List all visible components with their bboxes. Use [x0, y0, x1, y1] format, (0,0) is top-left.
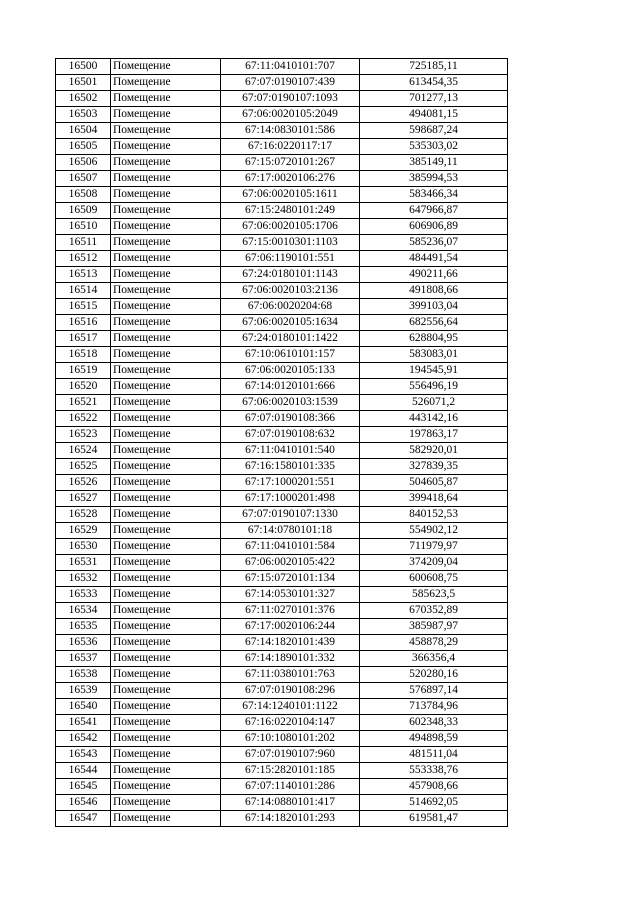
- cadastral-value-cell: 553338,76: [360, 763, 508, 779]
- cadastral-number-cell: 67:11:0410101:707: [221, 59, 360, 75]
- object-type-cell: Помещение: [111, 715, 221, 731]
- object-type-cell: Помещение: [111, 155, 221, 171]
- table-row: [56, 75, 508, 91]
- object-type-cell: Помещение: [111, 747, 221, 763]
- row-number-cell: 16547: [56, 811, 111, 827]
- row-number-cell: 16519: [56, 363, 111, 379]
- cadastral-value-cell: 443142,16: [360, 411, 508, 427]
- cadastral-number-cell: 67:06:1190101:551: [221, 251, 360, 267]
- object-type-cell: Помещение: [111, 395, 221, 411]
- cadastral-value-cell: 647966,87: [360, 203, 508, 219]
- cadastral-value-cell: 366356,4: [360, 651, 508, 667]
- cadastral-number-cell: 67:06:0020204:68: [221, 299, 360, 315]
- object-type-cell: Помещение: [111, 91, 221, 107]
- cadastral-value-cell: 585623,5: [360, 587, 508, 603]
- object-type-cell: Помещение: [111, 587, 221, 603]
- table-row: [56, 155, 508, 171]
- table-row: [56, 235, 508, 251]
- table-row: [56, 779, 508, 795]
- cadastral-number-cell: 67:10:1080101:202: [221, 731, 360, 747]
- table-row: [56, 139, 508, 155]
- cadastral-number-cell: 67:06:0020105:1634: [221, 315, 360, 331]
- cadastral-number-cell: 67:11:0270101:376: [221, 603, 360, 619]
- table-row: [56, 251, 508, 267]
- cadastral-value-cell: 606906,89: [360, 219, 508, 235]
- cadastral-value-cell: 583083,01: [360, 347, 508, 363]
- row-number-cell: 16528: [56, 507, 111, 523]
- table-row: [56, 523, 508, 539]
- table-row: [56, 619, 508, 635]
- row-number-cell: 16505: [56, 139, 111, 155]
- cadastral-number-cell: 67:15:0720101:267: [221, 155, 360, 171]
- row-number-cell: 16514: [56, 283, 111, 299]
- row-number-cell: 16500: [56, 59, 111, 75]
- table-row: [56, 539, 508, 555]
- object-type-cell: Помещение: [111, 411, 221, 427]
- object-type-cell: Помещение: [111, 443, 221, 459]
- row-number-cell: 16502: [56, 91, 111, 107]
- row-number-cell: 16518: [56, 347, 111, 363]
- cadastral-value-cell: 628804,95: [360, 331, 508, 347]
- row-number-cell: 16529: [56, 523, 111, 539]
- row-number-cell: 16526: [56, 475, 111, 491]
- cadastral-number-cell: 67:14:1240101:1122: [221, 699, 360, 715]
- table-row: [56, 651, 508, 667]
- object-type-cell: Помещение: [111, 603, 221, 619]
- table-row: [56, 443, 508, 459]
- table-row: [56, 363, 508, 379]
- cadastral-number-cell: 67:11:0410101:540: [221, 443, 360, 459]
- object-type-cell: Помещение: [111, 267, 221, 283]
- object-type-cell: Помещение: [111, 315, 221, 331]
- row-number-cell: 16521: [56, 395, 111, 411]
- object-type-cell: Помещение: [111, 699, 221, 715]
- table-row: [56, 699, 508, 715]
- cadastral-value-cell: 840152,53: [360, 507, 508, 523]
- object-type-cell: Помещение: [111, 779, 221, 795]
- cadastral-value-cell: 670352,89: [360, 603, 508, 619]
- cadastral-value-cell: 458878,29: [360, 635, 508, 651]
- row-number-cell: 16522: [56, 411, 111, 427]
- cadastral-number-cell: 67:14:0880101:417: [221, 795, 360, 811]
- cadastral-value-cell: 711979,97: [360, 539, 508, 555]
- cadastral-number-cell: 67:14:0780101:18: [221, 523, 360, 539]
- cadastral-value-cell: 682556,64: [360, 315, 508, 331]
- row-number-cell: 16517: [56, 331, 111, 347]
- cadastral-value-cell: 481511,04: [360, 747, 508, 763]
- table-row: [56, 603, 508, 619]
- object-type-cell: Помещение: [111, 219, 221, 235]
- cadastral-value-cell: 494898,59: [360, 731, 508, 747]
- row-number-cell: 16534: [56, 603, 111, 619]
- cadastral-value-cell: 576897,14: [360, 683, 508, 699]
- object-type-cell: Помещение: [111, 427, 221, 443]
- cadastral-value-cell: 583466,34: [360, 187, 508, 203]
- cadastral-value-cell: 713784,96: [360, 699, 508, 715]
- table-row: [56, 299, 508, 315]
- table-row: [56, 731, 508, 747]
- cadastral-value-cell: 585236,07: [360, 235, 508, 251]
- cadastral-value-cell: 385149,11: [360, 155, 508, 171]
- row-number-cell: 16501: [56, 75, 111, 91]
- cadastral-number-cell: 67:24:0180101:1143: [221, 267, 360, 283]
- object-type-cell: Помещение: [111, 507, 221, 523]
- cadastral-value-cell: 197863,17: [360, 427, 508, 443]
- row-number-cell: 16527: [56, 491, 111, 507]
- cadastral-value-cell: 701277,13: [360, 91, 508, 107]
- object-type-cell: Помещение: [111, 683, 221, 699]
- table-row: [56, 395, 508, 411]
- cadastral-number-cell: 67:17:0020106:244: [221, 619, 360, 635]
- row-number-cell: 16545: [56, 779, 111, 795]
- row-number-cell: 16537: [56, 651, 111, 667]
- row-number-cell: 16508: [56, 187, 111, 203]
- cadastral-value-cell: 602348,33: [360, 715, 508, 731]
- cadastral-value-cell: 494081,15: [360, 107, 508, 123]
- object-type-cell: Помещение: [111, 347, 221, 363]
- table-row: [56, 683, 508, 699]
- cadastral-number-cell: 67:06:0020105:1706: [221, 219, 360, 235]
- table-row: [56, 315, 508, 331]
- table-row: [56, 91, 508, 107]
- row-number-cell: 16540: [56, 699, 111, 715]
- cadastral-number-cell: 67:14:0830101:586: [221, 123, 360, 139]
- row-number-cell: 16515: [56, 299, 111, 315]
- object-type-cell: Помещение: [111, 235, 221, 251]
- cadastral-number-cell: 67:07:0190107:1093: [221, 91, 360, 107]
- cadastral-value-cell: 520280,16: [360, 667, 508, 683]
- cadastral-value-cell: 374209,04: [360, 555, 508, 571]
- cadastral-number-cell: 67:07:0190108:296: [221, 683, 360, 699]
- table-row: [56, 203, 508, 219]
- cadastral-value-cell: 491808,66: [360, 283, 508, 299]
- object-type-cell: Помещение: [111, 283, 221, 299]
- row-number-cell: 16546: [56, 795, 111, 811]
- table-row: [56, 475, 508, 491]
- object-type-cell: Помещение: [111, 187, 221, 203]
- row-number-cell: 16525: [56, 459, 111, 475]
- cadastral-number-cell: 67:07:0190108:632: [221, 427, 360, 443]
- object-type-cell: Помещение: [111, 107, 221, 123]
- table-row: [56, 379, 508, 395]
- cadastral-number-cell: 67:06:0020105:422: [221, 555, 360, 571]
- table-row: [56, 187, 508, 203]
- row-number-cell: 16524: [56, 443, 111, 459]
- row-number-cell: 16544: [56, 763, 111, 779]
- row-number-cell: 16510: [56, 219, 111, 235]
- cadastral-number-cell: 67:07:0190107:1330: [221, 507, 360, 523]
- cadastral-value-cell: 556496,19: [360, 379, 508, 395]
- cadastral-number-cell: 67:16:0220117:17: [221, 139, 360, 155]
- cadastral-value-cell: 504605,87: [360, 475, 508, 491]
- cadastral-value-cell: 385987,97: [360, 619, 508, 635]
- cadastral-number-cell: 67:17:1000201:498: [221, 491, 360, 507]
- object-type-cell: Помещение: [111, 59, 221, 75]
- row-number-cell: 16535: [56, 619, 111, 635]
- cadastral-number-cell: 67:07:0190107:960: [221, 747, 360, 763]
- table-row: [56, 571, 508, 587]
- cadastral-value-cell: 514692,05: [360, 795, 508, 811]
- cadastral-number-cell: 67:06:0020103:1539: [221, 395, 360, 411]
- cadastral-number-cell: 67:17:0020106:276: [221, 171, 360, 187]
- cadastral-value-cell: 600608,75: [360, 571, 508, 587]
- object-type-cell: Помещение: [111, 475, 221, 491]
- table-row: [56, 219, 508, 235]
- table-row: [56, 491, 508, 507]
- cadastral-value-cell: 582920,01: [360, 443, 508, 459]
- cadastral-value-table: [55, 58, 508, 827]
- row-number-cell: 16509: [56, 203, 111, 219]
- object-type-cell: Помещение: [111, 539, 221, 555]
- cadastral-value-cell: 725185,11: [360, 59, 508, 75]
- cadastral-number-cell: 67:06:0020103:2136: [221, 283, 360, 299]
- row-number-cell: 16513: [56, 267, 111, 283]
- table-row: [56, 123, 508, 139]
- table-row: [56, 107, 508, 123]
- object-type-cell: Помещение: [111, 811, 221, 827]
- cadastral-number-cell: 67:15:0720101:134: [221, 571, 360, 587]
- table-row: [56, 555, 508, 571]
- cadastral-value-cell: 194545,91: [360, 363, 508, 379]
- cadastral-number-cell: 67:07:0190107:439: [221, 75, 360, 91]
- row-number-cell: 16541: [56, 715, 111, 731]
- row-number-cell: 16533: [56, 587, 111, 603]
- cadastral-number-cell: 67:06:0020105:133: [221, 363, 360, 379]
- cadastral-value-cell: 399103,04: [360, 299, 508, 315]
- object-type-cell: Помещение: [111, 123, 221, 139]
- cadastral-number-cell: 67:15:2480101:249: [221, 203, 360, 219]
- object-type-cell: Помещение: [111, 763, 221, 779]
- cadastral-number-cell: 67:11:0380101:763: [221, 667, 360, 683]
- cadastral-value-cell: 457908,66: [360, 779, 508, 795]
- cadastral-value-cell: 484491,54: [360, 251, 508, 267]
- object-type-cell: Помещение: [111, 299, 221, 315]
- object-type-cell: Помещение: [111, 619, 221, 635]
- table-row: [56, 667, 508, 683]
- cadastral-number-cell: 67:11:0410101:584: [221, 539, 360, 555]
- row-number-cell: 16523: [56, 427, 111, 443]
- cadastral-number-cell: 67:16:0220104:147: [221, 715, 360, 731]
- cadastral-value-cell: 613454,35: [360, 75, 508, 91]
- object-type-cell: Помещение: [111, 171, 221, 187]
- object-type-cell: Помещение: [111, 523, 221, 539]
- cadastral-number-cell: 67:14:1890101:332: [221, 651, 360, 667]
- object-type-cell: Помещение: [111, 203, 221, 219]
- cadastral-number-cell: 67:14:0120101:666: [221, 379, 360, 395]
- object-type-cell: Помещение: [111, 795, 221, 811]
- cadastral-number-cell: 67:14:1820101:293: [221, 811, 360, 827]
- object-type-cell: Помещение: [111, 571, 221, 587]
- table-row: [56, 59, 508, 75]
- cadastral-number-cell: 67:15:0010301:1103: [221, 235, 360, 251]
- table-row: [56, 427, 508, 443]
- table-row: [56, 411, 508, 427]
- row-number-cell: 16538: [56, 667, 111, 683]
- object-type-cell: Помещение: [111, 459, 221, 475]
- table-row: [56, 763, 508, 779]
- table-row: [56, 587, 508, 603]
- cadastral-value-cell: 327839,35: [360, 459, 508, 475]
- row-number-cell: 16542: [56, 731, 111, 747]
- cadastral-number-cell: 67:06:0020105:2049: [221, 107, 360, 123]
- cadastral-value-cell: 490211,66: [360, 267, 508, 283]
- table-row: [56, 171, 508, 187]
- row-number-cell: 16511: [56, 235, 111, 251]
- object-type-cell: Помещение: [111, 139, 221, 155]
- table-row: [56, 267, 508, 283]
- cadastral-number-cell: 67:07:1140101:286: [221, 779, 360, 795]
- table-row: [56, 811, 508, 827]
- cadastral-number-cell: 67:16:1580101:335: [221, 459, 360, 475]
- table-row: [56, 331, 508, 347]
- object-type-cell: Помещение: [111, 555, 221, 571]
- table-row: [56, 459, 508, 475]
- table-row: [56, 347, 508, 363]
- row-number-cell: 16520: [56, 379, 111, 395]
- row-number-cell: 16532: [56, 571, 111, 587]
- cadastral-value-cell: 554902,12: [360, 523, 508, 539]
- row-number-cell: 16503: [56, 107, 111, 123]
- cadastral-number-cell: 67:17:1000201:551: [221, 475, 360, 491]
- row-number-cell: 16507: [56, 171, 111, 187]
- cadastral-number-cell: 67:14:0530101:327: [221, 587, 360, 603]
- object-type-cell: Помещение: [111, 75, 221, 91]
- table-row: [56, 747, 508, 763]
- cadastral-number-cell: 67:06:0020105:1611: [221, 187, 360, 203]
- row-number-cell: 16512: [56, 251, 111, 267]
- cadastral-value-cell: 535303,02: [360, 139, 508, 155]
- table-row: [56, 283, 508, 299]
- table-body: [56, 59, 508, 827]
- table-row: [56, 635, 508, 651]
- cadastral-value-cell: 385994,53: [360, 171, 508, 187]
- cadastral-number-cell: 67:15:2820101:185: [221, 763, 360, 779]
- object-type-cell: Помещение: [111, 651, 221, 667]
- object-type-cell: Помещение: [111, 251, 221, 267]
- object-type-cell: Помещение: [111, 731, 221, 747]
- object-type-cell: Помещение: [111, 667, 221, 683]
- row-number-cell: 16531: [56, 555, 111, 571]
- row-number-cell: 16530: [56, 539, 111, 555]
- table-row: [56, 715, 508, 731]
- row-number-cell: 16539: [56, 683, 111, 699]
- row-number-cell: 16536: [56, 635, 111, 651]
- row-number-cell: 16504: [56, 123, 111, 139]
- cadastral-number-cell: 67:10:0610101:157: [221, 347, 360, 363]
- row-number-cell: 16516: [56, 315, 111, 331]
- cadastral-value-cell: 619581,47: [360, 811, 508, 827]
- cadastral-number-cell: 67:07:0190108:366: [221, 411, 360, 427]
- cadastral-number-cell: 67:24:0180101:1422: [221, 331, 360, 347]
- row-number-cell: 16543: [56, 747, 111, 763]
- cadastral-number-cell: 67:14:1820101:439: [221, 635, 360, 651]
- object-type-cell: Помещение: [111, 363, 221, 379]
- cadastral-value-cell: 399418,64: [360, 491, 508, 507]
- object-type-cell: Помещение: [111, 491, 221, 507]
- row-number-cell: 16506: [56, 155, 111, 171]
- object-type-cell: Помещение: [111, 379, 221, 395]
- cadastral-value-cell: 598687,24: [360, 123, 508, 139]
- object-type-cell: Помещение: [111, 331, 221, 347]
- table-row: [56, 795, 508, 811]
- cadastral-value-cell: 526071,2: [360, 395, 508, 411]
- object-type-cell: Помещение: [111, 635, 221, 651]
- table-row: [56, 507, 508, 523]
